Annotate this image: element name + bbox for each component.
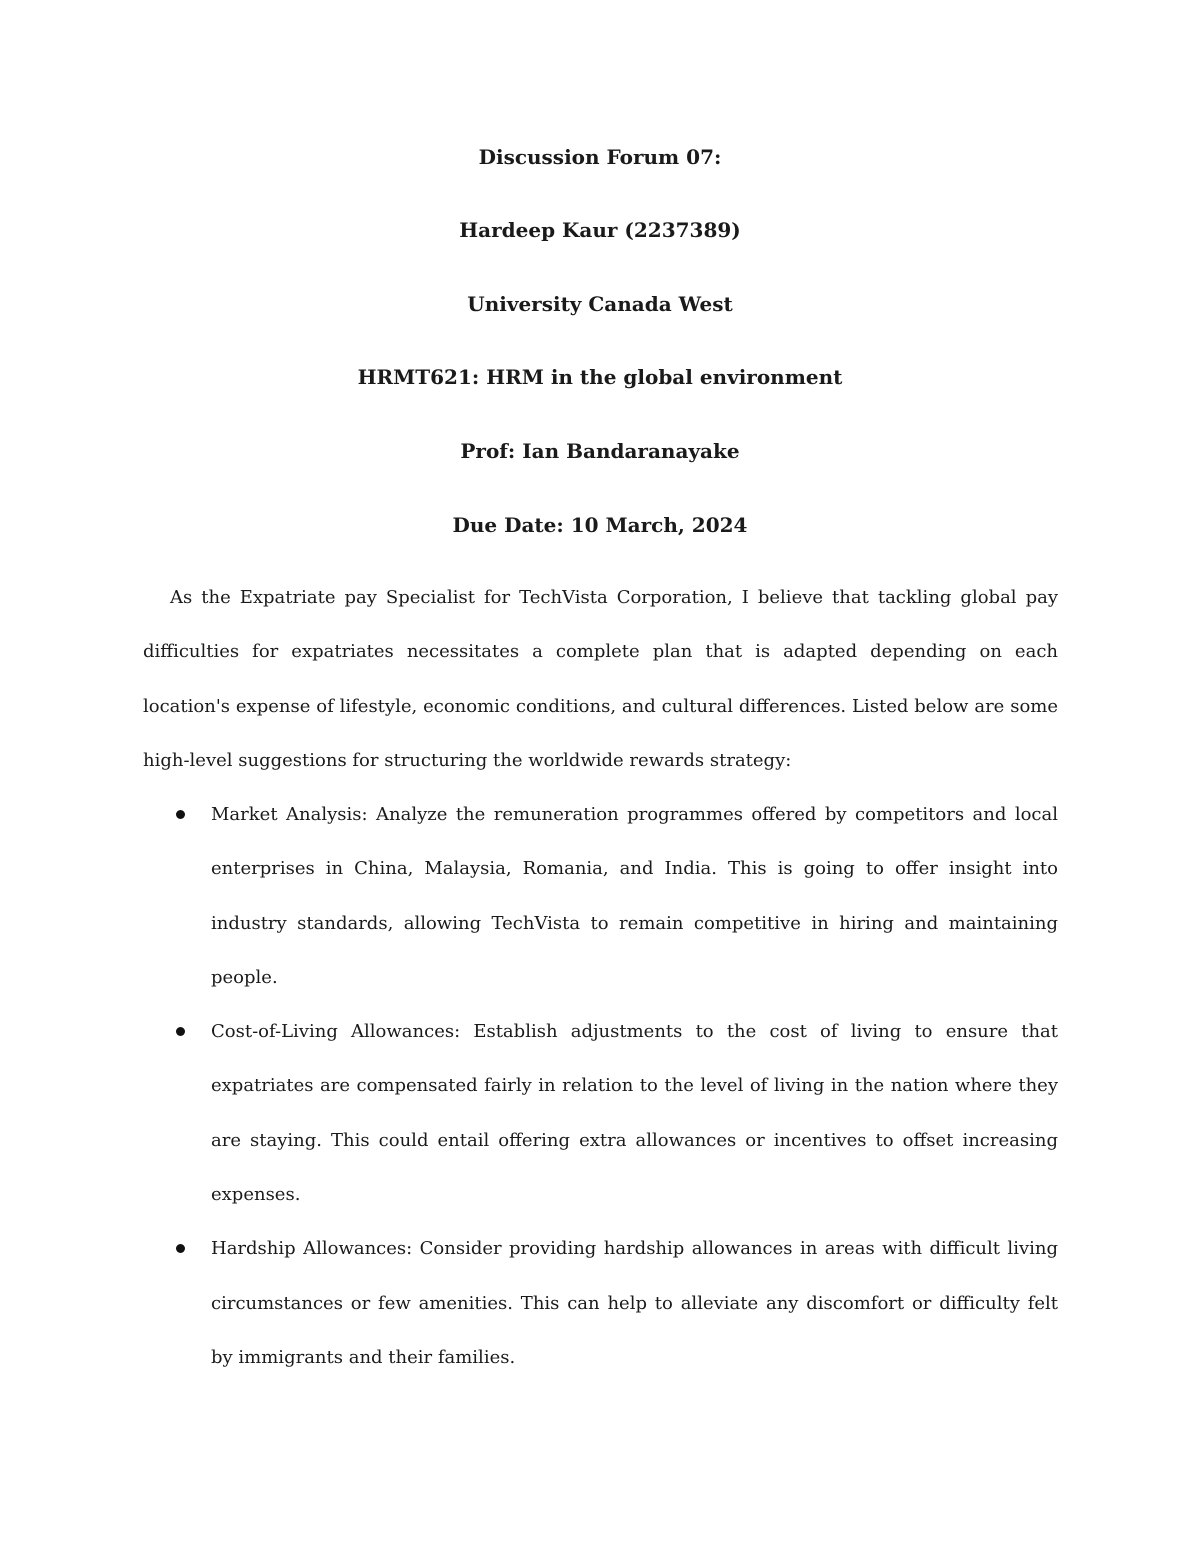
document-title: Discussion Forum 07: <box>478 145 722 169</box>
list-item-text: Cost-of-Living Allowances: Establish adjustments to the cost of living to ensure that expatriates are compensated fairly in relation to the level of living in the nation where they are staying. This could entail offering extra allowances or incentives to offset increasing expenses. <box>211 1021 1058 1206</box>
list-item-text: Market Analysis: Analyze the remuneration programmes offered by competitors and local enterprises in China, Malaysia, Romania, and India. This is going to offer insight into industry standards, allowing TechVista to remain competitive in hiring and maintaining people. <box>211 804 1058 988</box>
bullet-icon <box>176 1244 185 1253</box>
suggestion-list <box>143 788 1058 1385</box>
bullet-icon <box>176 1027 185 1036</box>
professor-name: Prof: Ian Bandaranayake <box>460 439 740 463</box>
due-date: Due Date: 10 March, 2024 <box>452 513 748 537</box>
list-item <box>143 1222 1058 1385</box>
intro-paragraph <box>143 571 1058 788</box>
intro-paragraph-text: As the Expatriate pay Specialist for TechVista Corporation, I believe that tackling global pay difficulties for expatriates necessitates a complete plan that is adapted depending on each location's expense of lifestyle, economic conditions, and cultural differences. Listed below are some high-level suggestions for structuring the worldwide rewards strategy: <box>143 587 1058 771</box>
author-name: Hardeep Kaur (2237389) <box>459 218 741 242</box>
course-title: HRMT621: HRM in the global environment <box>357 365 843 389</box>
list-item-text: Hardship Allowances: Consider providing hardship allowances in areas with difficult living circumstances or few amenities. This can help to alleviate any discomfort or difficulty felt by immigrants and their families. <box>211 1238 1058 1368</box>
institution-name: University Canada West <box>467 292 733 316</box>
list-item <box>143 788 1058 1005</box>
bullet-icon <box>176 810 185 819</box>
list-item <box>143 1005 1058 1222</box>
